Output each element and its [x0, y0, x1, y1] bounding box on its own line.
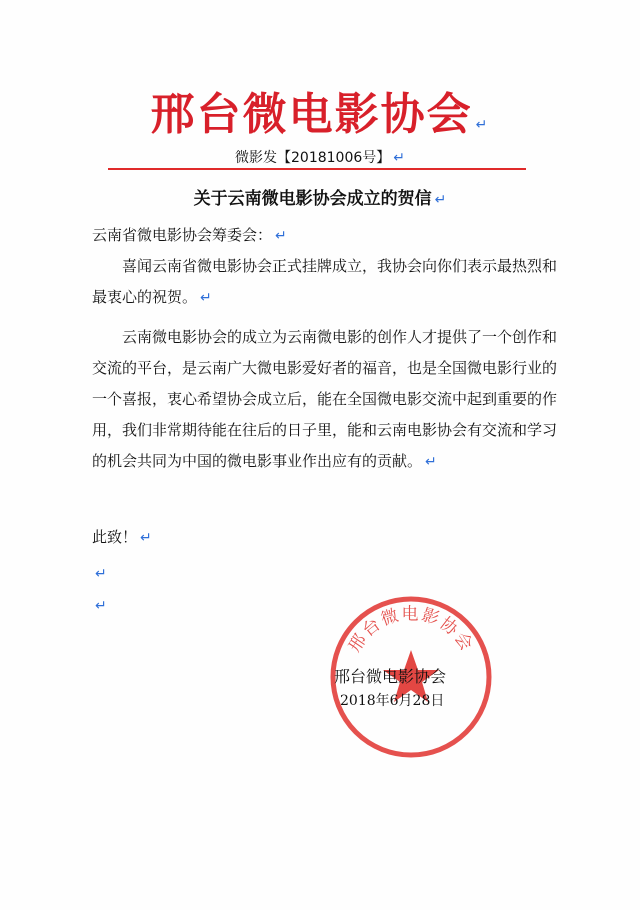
paragraph-mark-icon: ↵ — [200, 290, 212, 306]
empty-line — [92, 598, 107, 614]
doc-number-text: 微影发【20181006号】 — [235, 150, 391, 166]
paragraph-mark-icon: ↵ — [434, 192, 447, 208]
empty-line — [92, 566, 107, 582]
red-divider-line — [108, 168, 526, 170]
closing-line — [92, 526, 152, 547]
signature-org: 邢台微电影协会 — [334, 667, 447, 686]
paragraph-text: 喜闻云南省微电影协会正式挂牌成立，我协会向你们表示最热烈和最衷心的祝贺。 — [92, 257, 558, 306]
salutation — [92, 224, 287, 245]
signature-date: 2018年6月28日 — [340, 693, 445, 709]
letter-title — [0, 184, 640, 209]
body-paragraph-1 — [92, 251, 562, 314]
seal-text: 邢台微电影协会 — [344, 604, 478, 656]
org-header-title — [0, 78, 640, 142]
paragraph-mark-icon: ↵ — [475, 117, 490, 133]
paragraph-mark-icon: ↵ — [95, 566, 107, 582]
paragraph-text: 云南微电影协会的成立为云南微电影的创作人才提供了一个创作和交流的平台，是云南广大微电影爱好者的福音，也是全国微电影行业的一个喜报，衷心希望协会成立后，能在全国微电影交流中起到重要的作用，我们非常期待能在往后的日子里，能和云南电影协会有交流和学习的机会共同为中国的微电影事业作出应有的贡献。 — [92, 328, 558, 470]
paragraph-mark-icon: ↵ — [95, 598, 107, 614]
document-number — [0, 147, 640, 167]
closing-text: 此致！ — [92, 528, 138, 546]
letter-title-text: 关于云南微电影协会成立的贺信 — [193, 189, 432, 209]
paragraph-mark-icon: ↵ — [275, 228, 287, 244]
org-title-text: 邢台微电影协会 — [150, 89, 473, 140]
paragraph-mark-icon: ↵ — [425, 454, 437, 470]
paragraph-mark-icon: ↵ — [393, 150, 405, 166]
paragraph-mark-icon: ↵ — [140, 530, 152, 546]
salutation-text: 云南省微电影协会筹委会： — [92, 226, 273, 244]
body-paragraph-2 — [92, 322, 562, 478]
